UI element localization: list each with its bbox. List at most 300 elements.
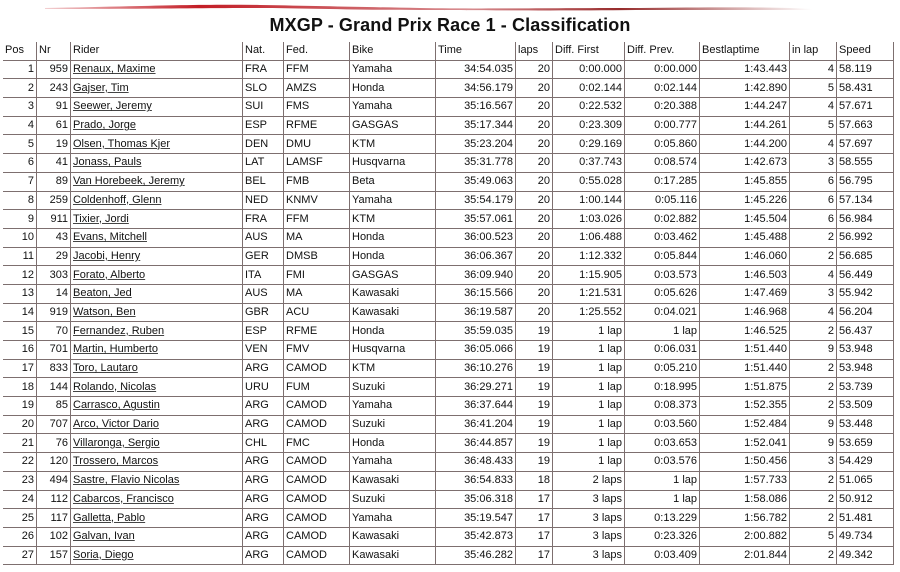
cell-bestlaptime: 1:45.226 xyxy=(700,192,790,211)
cell-rider xyxy=(71,341,243,360)
cell-fed: FMI xyxy=(284,266,350,285)
cell-laps: 19 xyxy=(516,397,553,416)
cell-fed: CAMOD xyxy=(284,360,350,379)
table-row xyxy=(3,304,894,323)
cell-nat: DEN xyxy=(243,135,284,154)
cell-diff-prev: 0:02.144 xyxy=(625,79,700,98)
cell-nat: URU xyxy=(243,378,284,397)
cell-pos: 20 xyxy=(3,416,37,435)
cell-bestlaptime: 1:46.503 xyxy=(700,266,790,285)
cell-nr: 494 xyxy=(37,472,71,491)
cell-bike: Honda xyxy=(350,322,436,341)
cell-nat: VEN xyxy=(243,341,284,360)
cell-nat: ARG xyxy=(243,547,284,566)
rider-link[interactable]: Gajser, Tim xyxy=(73,81,129,94)
cell-in-lap: 2 xyxy=(790,472,837,491)
cell-diff-prev: 0:03.462 xyxy=(625,229,700,248)
cell-diff-prev: 0:17.285 xyxy=(625,173,700,192)
cell-speed: 53.509 xyxy=(837,397,894,416)
cell-bike: Yamaha xyxy=(350,397,436,416)
cell-pos: 8 xyxy=(3,192,37,211)
table-row xyxy=(3,434,894,453)
cell-time: 35:06.318 xyxy=(436,491,516,510)
cell-speed: 57.134 xyxy=(837,192,894,211)
cell-laps: 19 xyxy=(516,434,553,453)
cell-time: 35:17.344 xyxy=(436,117,516,136)
cell-laps: 20 xyxy=(516,266,553,285)
cell-pos: 3 xyxy=(3,98,37,117)
cell-diff-prev: 0:03.409 xyxy=(625,547,700,566)
rider-link[interactable]: Prado, Jorge xyxy=(73,119,136,132)
cell-nat: SUI xyxy=(243,98,284,117)
cell-time: 36:00.523 xyxy=(436,229,516,248)
cell-diff-prev: 0:05.210 xyxy=(625,360,700,379)
classification-rows xyxy=(3,61,894,566)
rider-link[interactable]: Olsen, Thomas Kjer xyxy=(73,137,171,150)
cell-nat: NED xyxy=(243,192,284,211)
cell-laps: 20 xyxy=(516,154,553,173)
rider-link[interactable]: Seewer, Jeremy xyxy=(73,100,152,113)
col-header-rider: Rider xyxy=(71,42,243,61)
cell-diff-first: 0:22.532 xyxy=(553,98,625,117)
cell-laps: 18 xyxy=(516,472,553,491)
rider-link[interactable]: Forato, Alberto xyxy=(73,268,146,281)
cell-diff-first: 1:06.488 xyxy=(553,229,625,248)
cell-in-lap: 2 xyxy=(790,229,837,248)
cell-fed: LAMSF xyxy=(284,154,350,173)
cell-nat: ARG xyxy=(243,491,284,510)
cell-laps: 20 xyxy=(516,135,553,154)
col-header-fed: Fed. xyxy=(284,42,350,61)
cell-bestlaptime: 1:45.855 xyxy=(700,173,790,192)
cell-bestlaptime: 1:56.782 xyxy=(700,509,790,528)
cell-fed: CAMOD xyxy=(284,453,350,472)
cell-rider xyxy=(71,248,243,267)
cell-bike: Husqvarna xyxy=(350,341,436,360)
cell-bestlaptime: 2:00.882 xyxy=(700,528,790,547)
cell-in-lap: 2 xyxy=(790,378,837,397)
cell-speed: 49.342 xyxy=(837,547,894,566)
cell-laps: 19 xyxy=(516,360,553,379)
cell-rider xyxy=(71,472,243,491)
cell-bike: Kawasaki xyxy=(350,304,436,323)
cell-in-lap: 6 xyxy=(790,173,837,192)
rider-link[interactable]: Martin, Humberto xyxy=(73,343,158,356)
cell-bike: Suzuki xyxy=(350,378,436,397)
rider-link[interactable]: Coldenhoff, Glenn xyxy=(73,193,162,206)
cell-time: 35:57.061 xyxy=(436,210,516,229)
cell-diff-first: 3 laps xyxy=(553,547,625,566)
table-row xyxy=(3,509,894,528)
cell-bike: GASGAS xyxy=(350,117,436,136)
cell-fed: AMZS xyxy=(284,79,350,98)
cell-in-lap: 2 xyxy=(790,509,837,528)
cell-bestlaptime: 2:01.844 xyxy=(700,547,790,566)
table-row xyxy=(3,192,894,211)
table-row xyxy=(3,341,894,360)
table-row xyxy=(3,173,894,192)
cell-nr: 85 xyxy=(37,397,71,416)
cell-diff-first: 0:00.000 xyxy=(553,61,625,80)
cell-fed: FMC xyxy=(284,434,350,453)
cell-rider xyxy=(71,135,243,154)
cell-rider xyxy=(71,397,243,416)
cell-rider xyxy=(71,547,243,566)
rider-link[interactable]: Villaronga, Sergio xyxy=(73,436,160,449)
col-header-bestlaptime: Bestlaptime xyxy=(700,42,790,61)
cell-in-lap: 9 xyxy=(790,341,837,360)
cell-in-lap: 2 xyxy=(790,248,837,267)
cell-diff-first: 1 lap xyxy=(553,397,625,416)
cell-diff-first: 0:29.169 xyxy=(553,135,625,154)
cell-speed: 56.437 xyxy=(837,322,894,341)
cell-rider xyxy=(71,434,243,453)
cell-nat: LAT xyxy=(243,154,284,173)
cell-diff-first: 1:03.026 xyxy=(553,210,625,229)
cell-rider xyxy=(71,79,243,98)
cell-rider xyxy=(71,360,243,379)
cell-nr: 19 xyxy=(37,135,71,154)
rider-link[interactable]: Van Horebeek, Jeremy xyxy=(73,175,185,188)
table-row xyxy=(3,378,894,397)
cell-speed: 57.663 xyxy=(837,117,894,136)
cell-rider xyxy=(71,509,243,528)
table-header-row xyxy=(3,42,894,61)
cell-laps: 19 xyxy=(516,378,553,397)
cell-nat: FRA xyxy=(243,61,284,80)
cell-time: 35:23.204 xyxy=(436,135,516,154)
cell-diff-prev: 0:05.860 xyxy=(625,135,700,154)
table-row xyxy=(3,453,894,472)
cell-fed: CAMOD xyxy=(284,397,350,416)
cell-bestlaptime: 1:46.968 xyxy=(700,304,790,323)
cell-speed: 56.449 xyxy=(837,266,894,285)
cell-pos: 1 xyxy=(3,61,37,80)
cell-pos: 13 xyxy=(3,285,37,304)
header-brush-stroke xyxy=(0,0,900,14)
cell-rider xyxy=(71,173,243,192)
cell-speed: 55.942 xyxy=(837,285,894,304)
cell-time: 36:06.367 xyxy=(436,248,516,267)
cell-bike: Kawasaki xyxy=(350,472,436,491)
col-header-pos: Pos xyxy=(3,42,37,61)
cell-fed: MA xyxy=(284,285,350,304)
cell-nr: 29 xyxy=(37,248,71,267)
cell-in-lap: 4 xyxy=(790,266,837,285)
cell-diff-prev: 0:08.373 xyxy=(625,397,700,416)
cell-in-lap: 5 xyxy=(790,79,837,98)
cell-rider xyxy=(71,416,243,435)
cell-fed: FMV xyxy=(284,341,350,360)
cell-time: 35:19.547 xyxy=(436,509,516,528)
cell-diff-first: 3 laps xyxy=(553,528,625,547)
cell-laps: 17 xyxy=(516,509,553,528)
cell-nr: 157 xyxy=(37,547,71,566)
cell-pos: 22 xyxy=(3,453,37,472)
cell-bike: Suzuki xyxy=(350,416,436,435)
cell-bike: Kawasaki xyxy=(350,285,436,304)
cell-nr: 61 xyxy=(37,117,71,136)
rider-link[interactable]: Toro, Lautaro xyxy=(73,362,138,375)
cell-diff-prev: 0:13.229 xyxy=(625,509,700,528)
cell-bike: Yamaha xyxy=(350,453,436,472)
cell-time: 35:31.778 xyxy=(436,154,516,173)
rider-link[interactable]: Jacobi, Henry xyxy=(73,249,141,262)
cell-time: 36:10.276 xyxy=(436,360,516,379)
cell-speed: 53.948 xyxy=(837,360,894,379)
cell-nat: ARG xyxy=(243,528,284,547)
cell-nat: ARG xyxy=(243,416,284,435)
rider-link[interactable]: Evans, Mitchell xyxy=(73,231,147,244)
rider-link[interactable]: Fernandez, Ruben xyxy=(73,324,165,337)
cell-diff-prev: 1 lap xyxy=(625,322,700,341)
cell-nat: GBR xyxy=(243,304,284,323)
cell-pos: 4 xyxy=(3,117,37,136)
cell-nr: 70 xyxy=(37,322,71,341)
cell-speed: 58.555 xyxy=(837,154,894,173)
cell-diff-first: 3 laps xyxy=(553,491,625,510)
cell-nr: 911 xyxy=(37,210,71,229)
cell-in-lap: 3 xyxy=(790,154,837,173)
cell-in-lap: 3 xyxy=(790,453,837,472)
cell-fed: MA xyxy=(284,229,350,248)
rider-link[interactable]: Tixier, Jordi xyxy=(73,212,129,225)
col-header-bike: Bike xyxy=(350,42,436,61)
rider-link[interactable]: Trossero, Marcos xyxy=(73,455,159,468)
cell-fed: KNMV xyxy=(284,192,350,211)
cell-nat: ARG xyxy=(243,453,284,472)
table-row xyxy=(3,61,894,80)
cell-rider xyxy=(71,61,243,80)
cell-nr: 707 xyxy=(37,416,71,435)
cell-fed: CAMOD xyxy=(284,528,350,547)
cell-bestlaptime: 1:42.890 xyxy=(700,79,790,98)
cell-nat: ITA xyxy=(243,266,284,285)
cell-laps: 20 xyxy=(516,117,553,136)
table-row xyxy=(3,229,894,248)
cell-diff-first: 2 laps xyxy=(553,472,625,491)
cell-diff-first: 3 laps xyxy=(553,509,625,528)
rider-link[interactable]: Sastre, Flavio Nicolas xyxy=(73,474,180,487)
cell-bestlaptime: 1:44.247 xyxy=(700,98,790,117)
cell-nr: 91 xyxy=(37,98,71,117)
cell-nat: ESP xyxy=(243,117,284,136)
cell-nr: 919 xyxy=(37,304,71,323)
col-header-diff-first: Diff. First xyxy=(553,42,625,61)
cell-laps: 19 xyxy=(516,416,553,435)
cell-pos: 15 xyxy=(3,322,37,341)
cell-diff-first: 1 lap xyxy=(553,434,625,453)
rider-link[interactable]: Carrasco, Agustin xyxy=(73,399,160,412)
rider-link[interactable]: Galletta, Pablo xyxy=(73,511,146,524)
cell-fed: RFME xyxy=(284,117,350,136)
cell-nr: 112 xyxy=(37,491,71,510)
table-row xyxy=(3,248,894,267)
cell-nr: 303 xyxy=(37,266,71,285)
cell-laps: 20 xyxy=(516,248,553,267)
cell-in-lap: 9 xyxy=(790,416,837,435)
cell-time: 35:42.873 xyxy=(436,528,516,547)
cell-fed: CAMOD xyxy=(284,509,350,528)
cell-laps: 20 xyxy=(516,61,553,80)
cell-bestlaptime: 1:52.041 xyxy=(700,434,790,453)
rider-link[interactable]: Beaton, Jed xyxy=(73,287,132,300)
cell-time: 36:09.940 xyxy=(436,266,516,285)
cell-bike: Honda xyxy=(350,229,436,248)
rider-link[interactable]: Galvan, Ivan xyxy=(73,530,135,543)
cell-rider xyxy=(71,229,243,248)
cell-fed: FUM xyxy=(284,378,350,397)
cell-pos: 2 xyxy=(3,79,37,98)
cell-time: 36:15.566 xyxy=(436,285,516,304)
cell-nat: SLO xyxy=(243,79,284,98)
cell-pos: 17 xyxy=(3,360,37,379)
table-row xyxy=(3,491,894,510)
classification-table xyxy=(3,42,894,565)
rider-link[interactable]: Jonass, Pauls xyxy=(73,156,142,169)
cell-diff-first: 0:55.028 xyxy=(553,173,625,192)
rider-link[interactable]: Renaux, Maxime xyxy=(73,63,156,76)
table-row xyxy=(3,547,894,566)
cell-laps: 20 xyxy=(516,304,553,323)
cell-pos: 18 xyxy=(3,378,37,397)
cell-diff-prev: 0:04.021 xyxy=(625,304,700,323)
cell-diff-first: 0:02.144 xyxy=(553,79,625,98)
cell-bestlaptime: 1:47.469 xyxy=(700,285,790,304)
rider-link[interactable]: Arco, Victor Dario xyxy=(73,418,159,431)
cell-laps: 17 xyxy=(516,528,553,547)
cell-time: 35:49.063 xyxy=(436,173,516,192)
col-header-nr: Nr xyxy=(37,42,71,61)
cell-rider xyxy=(71,285,243,304)
cell-diff-prev: 1 lap xyxy=(625,491,700,510)
cell-laps: 20 xyxy=(516,173,553,192)
cell-fed: RFME xyxy=(284,322,350,341)
cell-rider xyxy=(71,117,243,136)
cell-bike: Beta xyxy=(350,173,436,192)
col-header-laps: laps xyxy=(516,42,553,61)
cell-nr: 43 xyxy=(37,229,71,248)
cell-time: 35:59.035 xyxy=(436,322,516,341)
cell-in-lap: 2 xyxy=(790,491,837,510)
cell-diff-first: 1 lap xyxy=(553,341,625,360)
cell-speed: 58.119 xyxy=(837,61,894,80)
cell-diff-prev: 1 lap xyxy=(625,472,700,491)
cell-pos: 14 xyxy=(3,304,37,323)
cell-speed: 49.734 xyxy=(837,528,894,547)
cell-nr: 76 xyxy=(37,434,71,453)
cell-diff-prev: 0:20.388 xyxy=(625,98,700,117)
cell-fed: DMSB xyxy=(284,248,350,267)
cell-bike: Kawasaki xyxy=(350,528,436,547)
cell-pos: 11 xyxy=(3,248,37,267)
cell-nat: ARG xyxy=(243,360,284,379)
cell-pos: 5 xyxy=(3,135,37,154)
cell-pos: 10 xyxy=(3,229,37,248)
cell-bestlaptime: 1:46.060 xyxy=(700,248,790,267)
cell-nr: 243 xyxy=(37,79,71,98)
cell-nat: GER xyxy=(243,248,284,267)
cell-nat: ARG xyxy=(243,509,284,528)
table-row xyxy=(3,266,894,285)
cell-in-lap: 9 xyxy=(790,434,837,453)
cell-time: 35:16.567 xyxy=(436,98,516,117)
cell-nat: FRA xyxy=(243,210,284,229)
cell-fed: CAMOD xyxy=(284,491,350,510)
cell-diff-first: 1 lap xyxy=(553,322,625,341)
cell-diff-prev: 0:05.844 xyxy=(625,248,700,267)
cell-rider xyxy=(71,266,243,285)
cell-bike: Honda xyxy=(350,248,436,267)
cell-pos: 7 xyxy=(3,173,37,192)
page-title: MXGP - Grand Prix Race 1 - Classification xyxy=(269,15,631,35)
cell-bestlaptime: 1:52.484 xyxy=(700,416,790,435)
cell-in-lap: 5 xyxy=(790,117,837,136)
cell-pos: 24 xyxy=(3,491,37,510)
cell-diff-prev: 0:05.116 xyxy=(625,192,700,211)
cell-bestlaptime: 1:50.456 xyxy=(700,453,790,472)
cell-rider xyxy=(71,378,243,397)
cell-in-lap: 2 xyxy=(790,397,837,416)
cell-rider xyxy=(71,192,243,211)
cell-diff-first: 1:25.552 xyxy=(553,304,625,323)
cell-nr: 833 xyxy=(37,360,71,379)
cell-in-lap: 2 xyxy=(790,547,837,566)
rider-link[interactable]: Watson, Ben xyxy=(73,305,136,318)
cell-fed: FMB xyxy=(284,173,350,192)
table-row xyxy=(3,154,894,173)
cell-fed: CAMOD xyxy=(284,547,350,566)
rider-link[interactable]: Soria, Diego xyxy=(73,548,134,561)
cell-rider xyxy=(71,304,243,323)
col-header-nat: Nat. xyxy=(243,42,284,61)
cell-nr: 89 xyxy=(37,173,71,192)
cell-pos: 27 xyxy=(3,547,37,566)
cell-bestlaptime: 1:52.355 xyxy=(700,397,790,416)
cell-laps: 17 xyxy=(516,547,553,566)
table-row xyxy=(3,528,894,547)
cell-laps: 20 xyxy=(516,210,553,229)
cell-speed: 53.948 xyxy=(837,341,894,360)
cell-time: 34:56.179 xyxy=(436,79,516,98)
rider-link[interactable]: Cabarcos, Francisco xyxy=(73,492,174,505)
cell-diff-prev: 0:02.882 xyxy=(625,210,700,229)
cell-time: 36:05.066 xyxy=(436,341,516,360)
cell-nr: 701 xyxy=(37,341,71,360)
cell-bike: Husqvarna xyxy=(350,154,436,173)
cell-time: 36:37.644 xyxy=(436,397,516,416)
cell-fed: FFM xyxy=(284,210,350,229)
cell-speed: 56.795 xyxy=(837,173,894,192)
cell-pos: 16 xyxy=(3,341,37,360)
cell-bestlaptime: 1:46.525 xyxy=(700,322,790,341)
table-row xyxy=(3,285,894,304)
table-row xyxy=(3,322,894,341)
cell-bike: KTM xyxy=(350,135,436,154)
cell-pos: 9 xyxy=(3,210,37,229)
cell-nr: 120 xyxy=(37,453,71,472)
cell-bike: Yamaha xyxy=(350,61,436,80)
cell-time: 36:29.271 xyxy=(436,378,516,397)
cell-bike: Yamaha xyxy=(350,192,436,211)
table-row xyxy=(3,360,894,379)
cell-diff-first: 0:23.309 xyxy=(553,117,625,136)
cell-bike: KTM xyxy=(350,360,436,379)
rider-link[interactable]: Rolando, Nicolas xyxy=(73,380,157,393)
table-row xyxy=(3,416,894,435)
cell-speed: 53.739 xyxy=(837,378,894,397)
cell-bestlaptime: 1:51.875 xyxy=(700,378,790,397)
